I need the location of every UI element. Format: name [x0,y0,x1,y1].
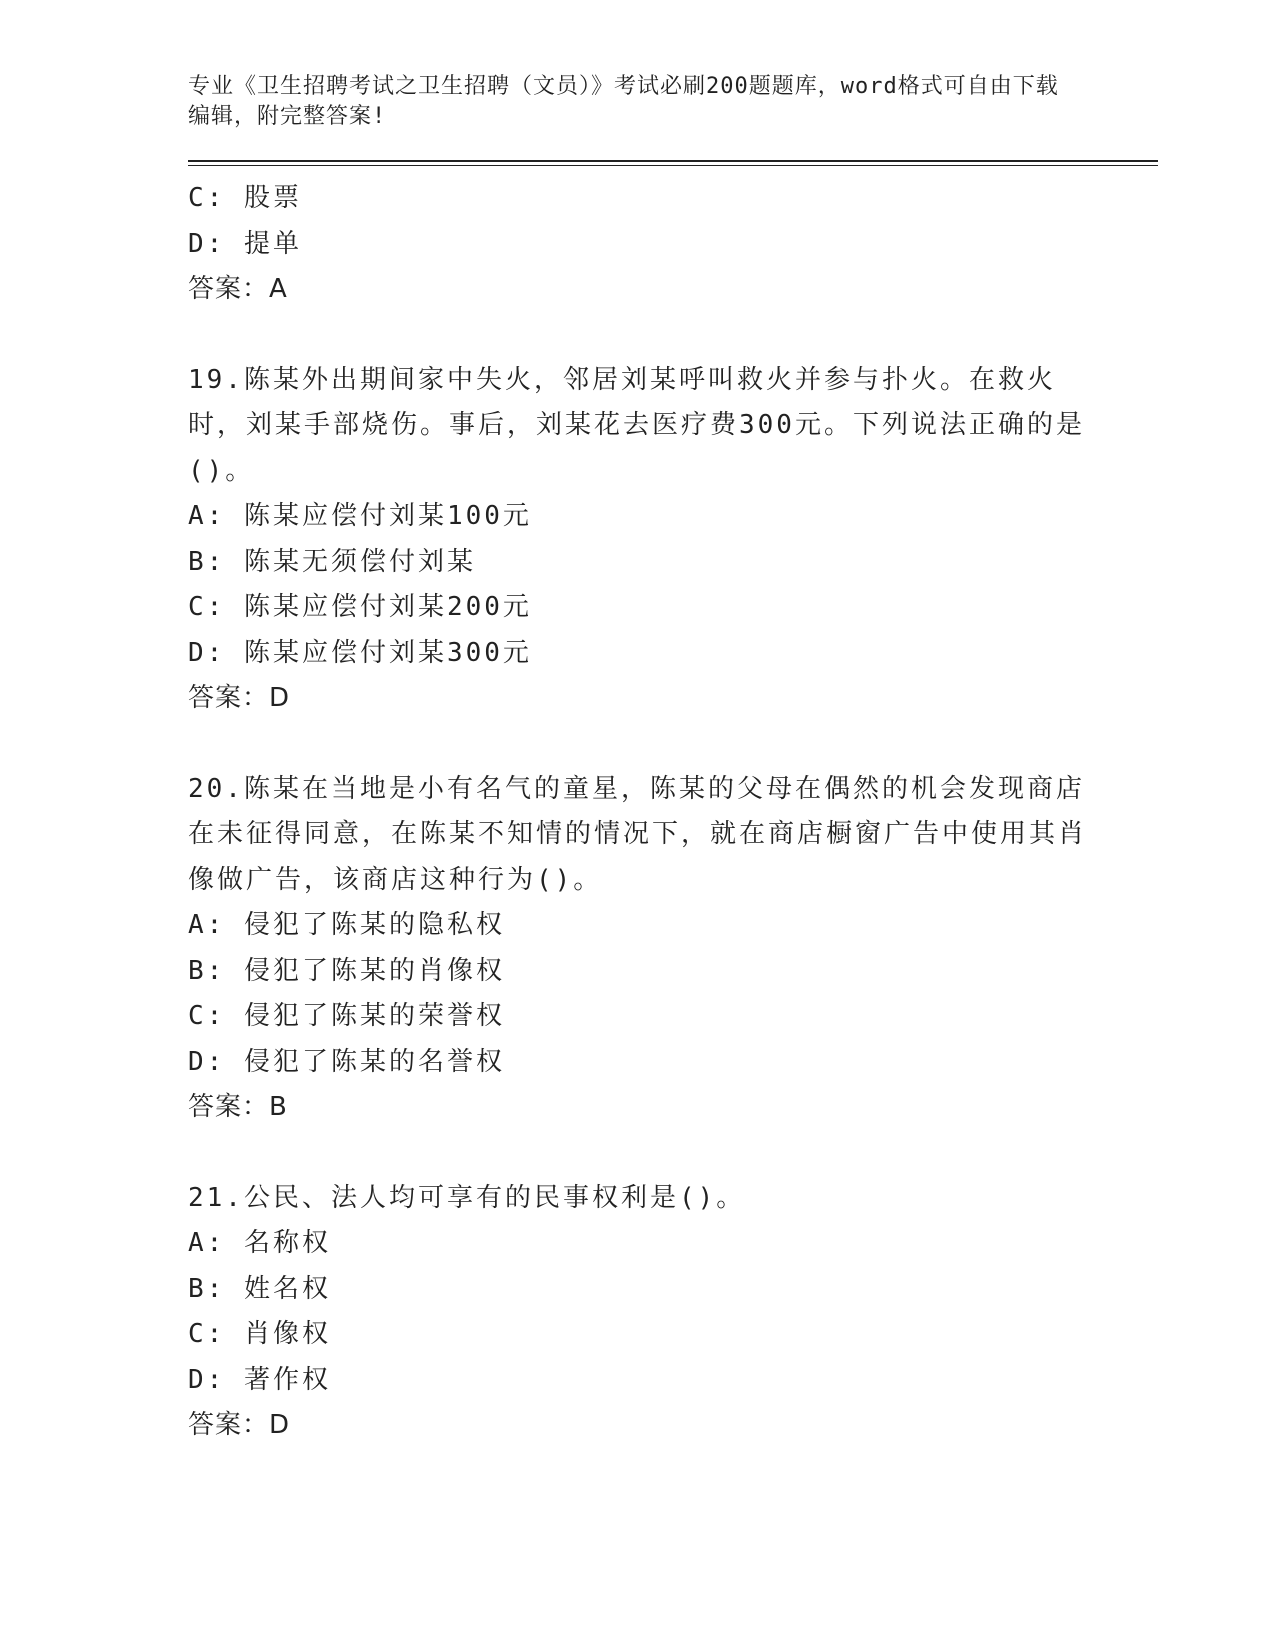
option-a: A: 名称权 [188,1228,331,1258]
previous-question-tail [188,176,1158,313]
option-c: C: 股票 [188,183,302,213]
option-b: B: 姓名权 [188,1273,331,1304]
option-c: C: 侵犯了陈某的荣誉权 [188,1001,505,1031]
option-d: D: 侵犯了陈某的名誉权 [188,1046,505,1077]
question-stem: 19.陈某外出期间家中失火，邻居刘某呼叫救火并参与扑火。在救火时，刘某手部烧伤。事后，刘某花去医疗费300元。下列说法正确的是()。 [188,364,1085,486]
question-19 [188,358,1158,722]
answer-line: 答案：D [188,683,291,713]
option-a: A: 陈某应偿付刘某100元 [188,501,532,531]
option-b: B: 侵犯了陈某的肖像权 [188,955,505,986]
question-stem: 21.公民、法人均可享有的民事权利是()。 [188,1182,746,1213]
option-d: D: 著作权 [188,1364,331,1395]
answer-line: 答案：A [188,274,288,304]
option-a: A: 侵犯了陈某的隐私权 [188,910,505,940]
question-21 [188,1176,1158,1449]
header-rule-thick [188,160,1158,162]
question-20 [188,767,1158,1131]
document-header: 专业《卫生招聘考试之卫生招聘（文员）》考试必刷200题题库，word格式可自由下载编辑，附完整答案! [188,74,1059,129]
spacer [188,722,1158,767]
option-b: B: 陈某无须偿付刘某 [188,546,476,577]
answer-line: 答案：B [188,1092,288,1122]
option-c: C: 陈某应偿付刘某200元 [188,592,532,622]
spacer [188,1131,1158,1176]
answer-line: 答案：D [188,1410,291,1440]
option-d: D: 陈某应偿付刘某300元 [188,637,532,668]
document-page [188,72,1158,1449]
option-d: D: 提单 [188,228,302,259]
header-rule-thin [188,165,1158,166]
question-stem: 20.陈某在当地是小有名气的童星，陈某的父母在偶然的机会发现商店在未征得同意，在陈某不知情的情况下，就在商店橱窗广告中使用其肖像做广告，该商店这种行为()。 [188,773,1088,895]
spacer [188,313,1158,358]
option-c: C: 肖像权 [188,1319,331,1349]
